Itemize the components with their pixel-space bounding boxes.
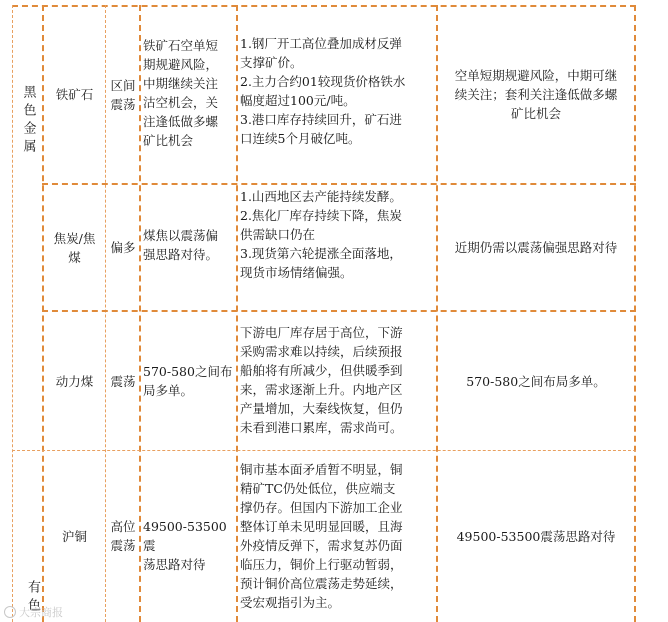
strategy-text: 铁矿石空单短 <box>143 38 219 53</box>
direction-text: 震荡 <box>110 373 136 389</box>
outlook-cell <box>438 452 634 620</box>
outlook-cell <box>438 312 634 450</box>
fundamentals-text: 采购需求难以持续，后续预报 <box>240 344 403 359</box>
fundamentals-text: 船舶将有所减少，但供暖季到 <box>240 363 403 378</box>
table-right-border <box>634 5 636 622</box>
watermark-logo-icon <box>4 606 16 618</box>
fundamentals-text: 支撑矿价。 <box>240 55 303 70</box>
direction-cell <box>107 185 139 310</box>
strategy-text: 期规避风险， <box>143 57 219 72</box>
fundamentals-text: 2.主力合约01较现货价格铁水 <box>240 74 406 89</box>
watermark <box>4 604 63 620</box>
fundamentals-text: 撑仍存。但国内下游加工企业 <box>240 500 403 515</box>
outlook-text: 49500-53500震荡思路对待 <box>456 528 616 544</box>
fundamentals-text: 3.港口库存持续回升，矿石进 <box>240 112 402 127</box>
product-name: 沪铜 <box>61 528 87 544</box>
fundamentals-text: 1.山西地区去产能持续发酵。 <box>240 189 402 204</box>
strategy-text: 矿比机会 <box>143 133 194 148</box>
column-divider <box>236 5 238 622</box>
fundamentals-text: 1.钢厂开工高位叠加成材反弹 <box>240 36 402 51</box>
fundamentals-cell <box>240 34 434 148</box>
outlook-text: 续关注；套利关注逢低做多螺 <box>454 87 618 102</box>
product-cell <box>44 312 105 450</box>
outlook-text: 矿比机会 <box>510 106 561 121</box>
strategy-cell <box>143 36 235 150</box>
fundamentals-text: 幅度超过100元/吨。 <box>240 93 356 108</box>
strategy-text: 49500-53500震 <box>143 519 227 553</box>
product-cell <box>44 452 105 620</box>
product-cell <box>44 185 105 310</box>
product-name: 铁矿石 <box>55 87 94 102</box>
strategy-text: 煤焦以震荡偏 <box>143 228 219 243</box>
fundamentals-text: 预计铜价高位震荡走势延续， <box>240 576 403 591</box>
outlook-text: 空单短期规避风险，中期可继 <box>454 68 618 83</box>
strategy-text: 570-580之间布 <box>143 364 233 379</box>
fundamentals-text: 下游电厂库存居于高位，下游 <box>240 325 403 340</box>
strategy-text: 沽空机会，关 <box>143 95 219 110</box>
column-divider <box>139 5 141 622</box>
direction-text: 震荡 <box>110 96 136 112</box>
fundamentals-text: 2.焦化厂库存持续下降，焦炭 <box>240 208 402 223</box>
strategy-text: 荡思路对待 <box>143 557 206 572</box>
outlook-text: 570-580之间布局多单。 <box>466 373 606 389</box>
fundamentals-text: 受宏观指引为主。 <box>240 595 341 610</box>
outlook-cell <box>438 6 634 183</box>
strategy-text: 强思路对待。 <box>143 247 219 262</box>
strategy-cell <box>143 226 235 264</box>
fundamentals-cell <box>240 323 434 437</box>
fundamentals-text: 临压力，铜价上行驱动暂弱， <box>240 557 403 572</box>
direction-text: 偏多 <box>110 240 136 255</box>
product-name: 煤 <box>68 249 81 265</box>
fundamentals-text: 口连续5个月破亿吨。 <box>240 131 361 146</box>
watermark-text: 大宗商报 <box>19 606 63 619</box>
fundamentals-text: 产量增加，大秦线恢复，但仍 <box>240 401 403 416</box>
fundamentals-text: 铜市基本面矛盾暂不明显，铜 <box>240 462 403 477</box>
strategy-cell <box>143 362 235 400</box>
group-divider <box>12 450 636 451</box>
group-label-ferrous: 黑色金属 <box>20 85 36 157</box>
fundamentals-text: 未看到港口累库，需求尚可。 <box>240 420 403 435</box>
direction-text: 高位 <box>110 519 136 534</box>
direction-cell <box>107 6 139 183</box>
fundamentals-text: 供需缺口仍在 <box>240 227 316 242</box>
fundamentals-text: 整体订单未见明显回暖，且海 <box>240 519 403 534</box>
fundamentals-text: 外疫情反弹下，需求复苏仍面 <box>240 538 403 553</box>
strategy-text: 注逢低做多螺 <box>143 114 219 129</box>
product-name: 焦炭/焦 <box>53 230 96 246</box>
direction-text: 区间 <box>110 77 136 93</box>
strategy-cell <box>143 517 235 574</box>
column-divider <box>105 5 106 622</box>
outlook-text: 近期仍需以震荡偏强思路对待 <box>454 240 618 255</box>
direction-cell <box>107 452 139 620</box>
direction-text: 震荡 <box>110 538 136 553</box>
strategy-text: 中期继续关注 <box>143 76 219 91</box>
fundamentals-text: 3.现货第六轮提涨全面落地， <box>240 246 402 261</box>
product-cell <box>44 6 105 183</box>
product-name: 动力煤 <box>55 373 94 389</box>
direction-cell <box>107 312 139 450</box>
fundamentals-cell <box>240 460 434 612</box>
table-left-border <box>12 5 13 622</box>
fundamentals-text: 现货市场情绪偏强。 <box>240 265 353 280</box>
fundamentals-cell <box>240 187 434 282</box>
fundamentals-text: 来，需求逐渐上升。内地产区 <box>240 382 403 397</box>
outlook-cell <box>438 185 634 310</box>
fundamentals-text: 精矿TC仍处低位，供应端支 <box>240 481 396 496</box>
strategy-text: 局多单。 <box>143 383 194 398</box>
group-label-nonferrous: 有色 <box>25 580 40 616</box>
